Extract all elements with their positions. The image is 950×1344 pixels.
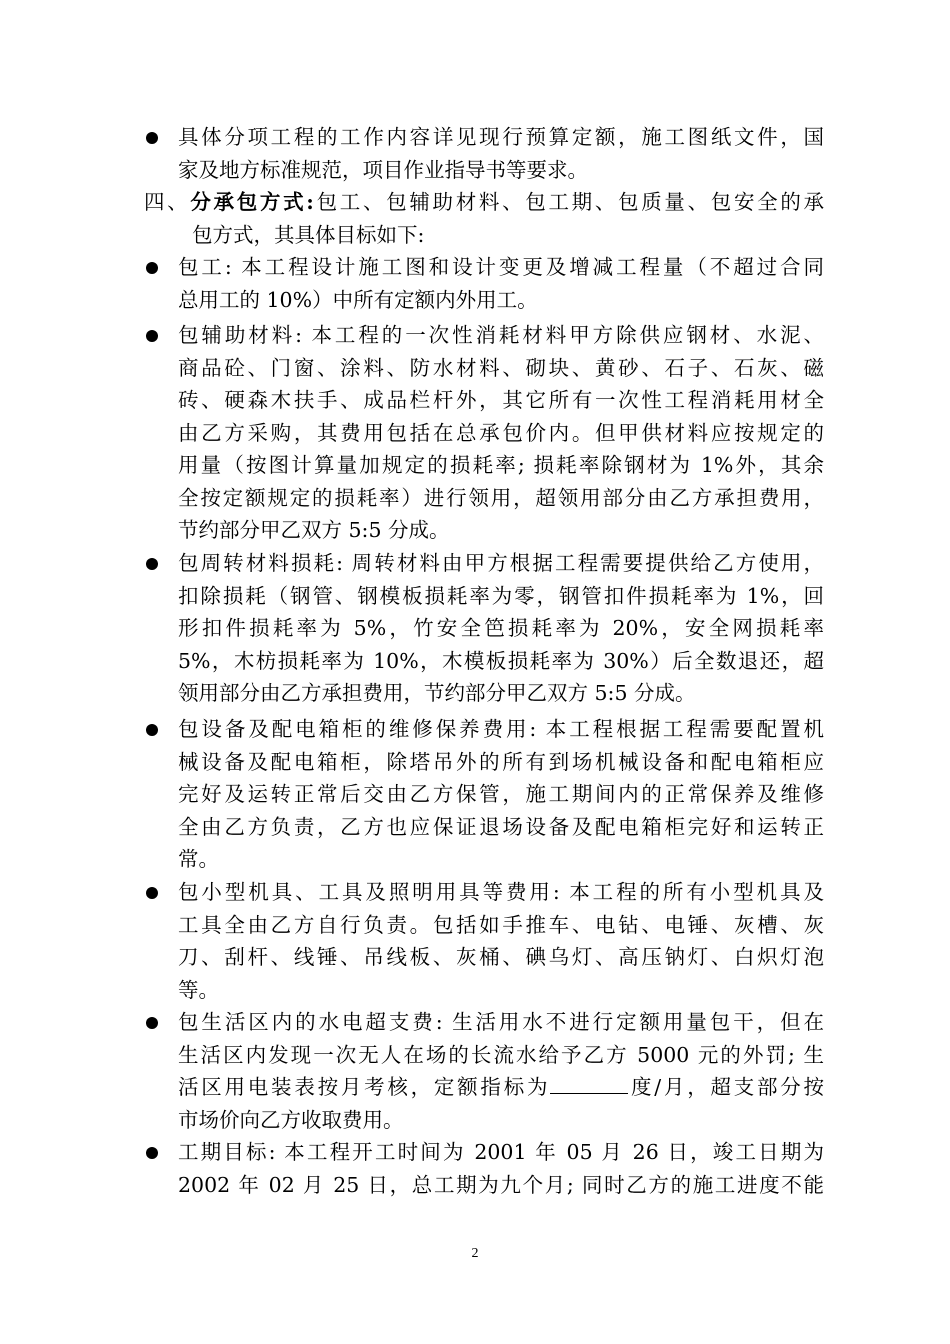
bullet-icon	[146, 132, 158, 144]
text-line: 形扣件损耗率为 5%，竹安全笆损耗率为 20%，安全网损耗率	[178, 616, 824, 640]
bullet-paragraph	[144, 319, 824, 547]
bullet-paragraph	[144, 121, 824, 186]
fill-in-blank	[550, 1071, 628, 1094]
text-line: 包辅助材料: 本工程的一次性消耗材料甲方除供应钢材、水泥、	[178, 323, 824, 347]
bullet-paragraph	[144, 876, 824, 1006]
text-line: 生活区内发现一次无人在场的长流水给予乙方 5000 元的外罚; 生	[178, 1042, 824, 1067]
bullet-icon	[146, 262, 158, 274]
text-line: 5%，木枋损耗率为 10%，木模板损耗率为 30%）后全数退还，超	[178, 648, 824, 673]
text-line: 完好及运转正常后交由乙方保管，施工期间内的正常保养及维修	[178, 782, 824, 806]
bullet-icon	[146, 1017, 158, 1029]
bullet-icon	[146, 558, 158, 570]
bullet-paragraph	[144, 547, 824, 710]
bullet-icon	[146, 330, 158, 342]
bullet-paragraph	[144, 251, 824, 316]
text-line: 工具全由乙方自行负责。包括如手推车、电钻、电锤、灰槽、灰	[178, 912, 824, 937]
text-line: 包小型机具、工具及照明用具等费用: 本工程的所有小型机具及	[178, 880, 824, 904]
text-line: 家及地方标准规范，项目作业指导书等要求。	[178, 157, 588, 182]
bullet-paragraph	[144, 1006, 824, 1136]
text-line: 全按定额规定的损耗率）进行领用，超领用部分由乙方承担费用，	[178, 485, 824, 510]
text-line: 节约部分甲乙双方 5:5 分成。	[178, 518, 450, 542]
text-line: 刀、刮杆、线锤、吊线板、灰桶、碘乌灯、高压钠灯、白炽灯泡	[178, 945, 824, 969]
text-line: 工期目标: 本工程开工时间为 2001 年 05 月 26 日，竣工日期为	[178, 1140, 824, 1164]
section-title: 分承包方式:	[190, 190, 314, 214]
text-line: 2002 年 02 月 25 日，总工期为九个月; 同时乙方的施工进度不能	[178, 1172, 824, 1197]
text-line: 商品砼、门窗、涂料、防水材料、砌块、黄砂、石子、石灰、磁	[178, 355, 824, 380]
text-fragment: 活区用电装表按月考核，定额指标为	[178, 1075, 551, 1099]
text-line: 由乙方采购，其费用包括在总承包价内。但甲供材料应按规定的	[178, 420, 824, 445]
text-line: 领用部分由乙方承担费用，节约部分甲乙双方 5:5 分成。	[178, 681, 696, 705]
text-line: 扣除损耗（钢管、钢模板损耗率为零，钢管扣件损耗率为 1%，回	[178, 583, 824, 608]
text-line: 械设备及配电箱柜，除塔吊外的所有到场机械设备和配电箱柜应	[178, 749, 824, 774]
bullet-icon	[146, 1147, 158, 1159]
text-line: 砖、硬森木扶手、成品栏杆外，其它所有一次性工程消耗用材全	[178, 388, 824, 412]
text-line: 包周转材料损耗: 周转材料由甲方根据工程需要提供给乙方使用，	[178, 551, 824, 575]
section-heading	[144, 186, 824, 251]
text-line: 市场价向乙方收取费用。	[178, 1107, 404, 1132]
bullet-paragraph	[144, 1136, 824, 1201]
text-line: 包设备及配电箱柜的维修保养费用: 本工程根据工程需要配置机	[178, 717, 824, 741]
text-line: 全由乙方负责，乙方也应保证退场设备及配电箱柜完好和运转正	[178, 814, 824, 839]
text-line-with-blank	[178, 1071, 824, 1104]
bullet-paragraph	[144, 713, 824, 876]
text-line: 具体分项工程的工作内容详见现行预算定额，施工图纸文件，国	[178, 125, 824, 149]
text-line: 包生活区内的水电超支费: 生活用水不进行定额用量包干，但在	[178, 1010, 824, 1034]
section-number: 四、	[144, 190, 191, 214]
text-line: 包工、包辅助材料、包工期、包质量、包安全的承	[313, 190, 825, 214]
text-line: 常。	[178, 847, 219, 871]
text-line: 包方式，其具体目标如下:	[192, 222, 425, 247]
text-line: 等。	[178, 977, 219, 1002]
text-line: 总用工的 10%）中所有定额内外用工。	[178, 287, 538, 312]
text-line: 包工: 本工程设计施工图和设计变更及增减工程量（不超过合同	[178, 255, 824, 279]
text-line: 用量（按图计算量加规定的损耗率; 损耗率除钢材为 1%外，其余	[178, 453, 824, 477]
heading-line	[144, 186, 824, 219]
page-number: 2	[471, 1246, 479, 1261]
text-fragment: 度/月，超支部分按	[628, 1075, 825, 1099]
bullet-icon	[146, 887, 158, 899]
bullet-icon	[146, 724, 158, 736]
